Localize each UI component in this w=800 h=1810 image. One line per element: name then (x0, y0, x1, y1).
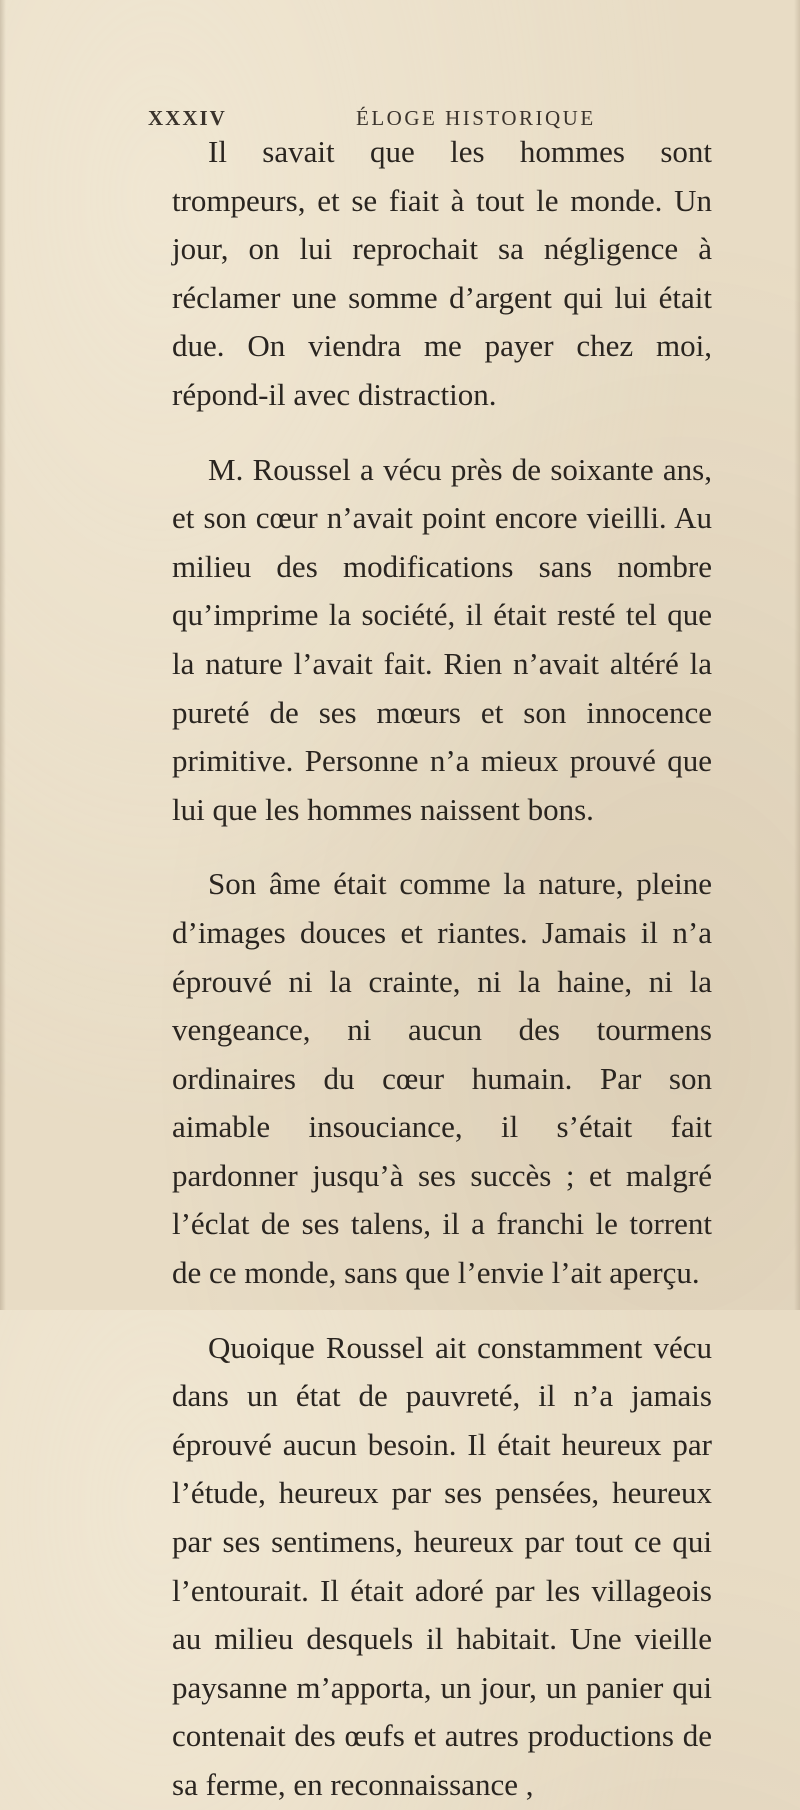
page-edge-shadow-left (0, 0, 6, 1310)
page-number: XXXIV (148, 106, 227, 130)
paragraph: M. Roussel a vécu près de soixante ans, et son cœur n’avait point encore vieilli. Au milieu des modifications sans nombre qu’imprime la société, il était resté tel que la nature l’avait fait. Rien n’avait altéré la pureté de ses mœurs et son innocence primitive. Personne n’a mieux prouvé que lui que les hommes naissent bons. (172, 451, 712, 827)
page-edge-shadow-right (794, 0, 800, 1310)
body-text (172, 128, 712, 1810)
running-head-title: ÉLOGE HISTORIQUE (356, 106, 596, 130)
paragraph: Il savait que les hommes sont trompeurs, et se fiait à tout le monde. Un jour, on lui reprochait sa négligence à réclamer une somme d’argent qui lui était due. On viendra me payer chez moi, répond-il avec distraction. (172, 134, 712, 412)
paragraph: Son âme était comme la nature, pleine d’images douces et riantes. Jamais il n’a éprouvé ni la crainte, ni la haine, ni la vengeance, ni aucun des tourmens ordinaires du cœur humain. Par son aimable insouciance, il s’était fait pardonner jusqu’à ses succès ; et malgré l’éclat de ses talens, il a franchi le torrent de ce monde, sans que l’envie l’ait aperçu. (172, 866, 712, 1291)
paragraph: Quoique Roussel ait constamment vécu dans un état de pauvreté, il n’a jamais éprouvé aucun besoin. Il était heureux par l’étude, heureux par ses pensées, heureux par ses sentimens, heureux par tout ce qui l’entourait. Il était adoré par les villageois au milieu desquels il habitait. Une vieille paysanne m’apporta, un jour, un panier qui contenait des œufs et autres productions de sa ferme, en reconnaissance , (172, 1329, 712, 1802)
